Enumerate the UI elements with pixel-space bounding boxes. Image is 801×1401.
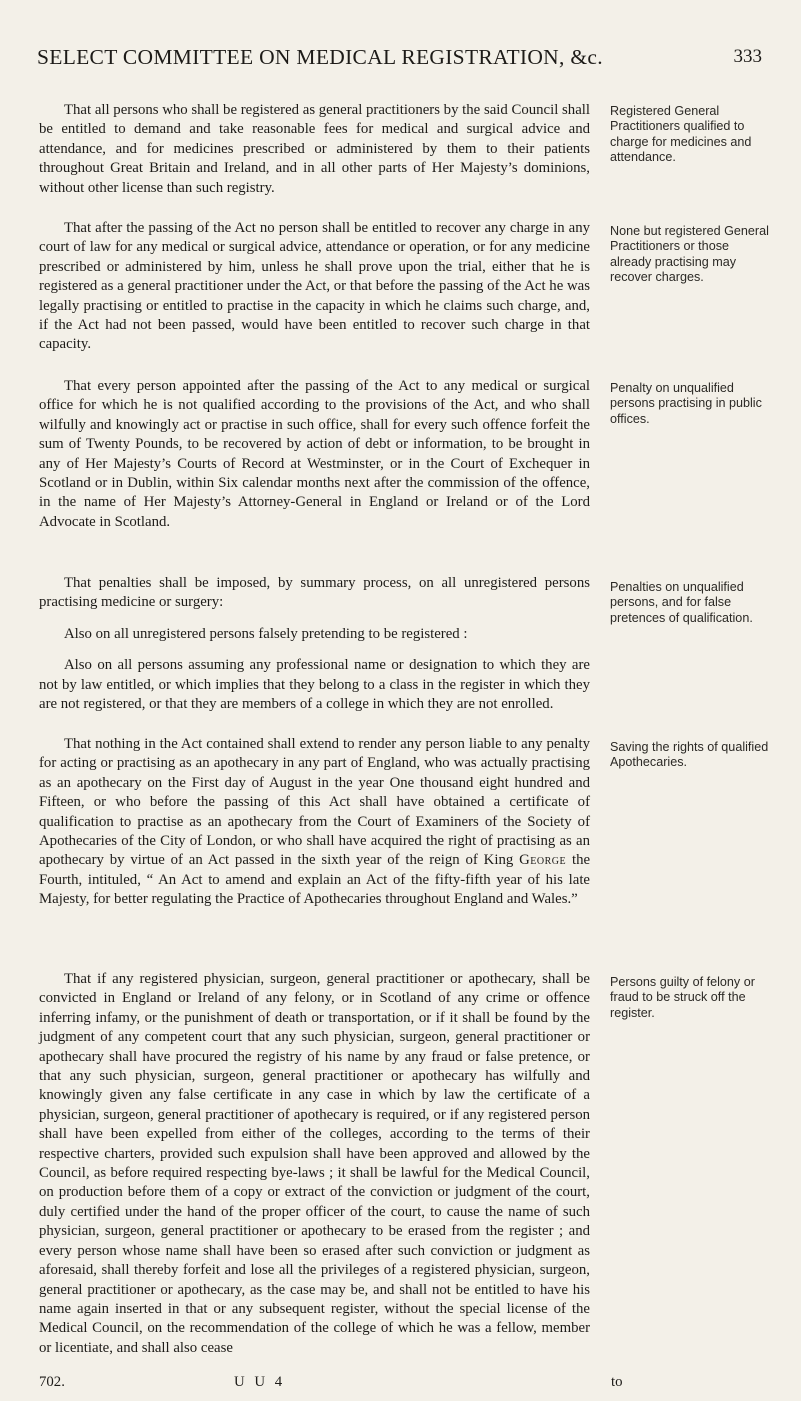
paragraph-text: That penalties shall be imposed, by summary process, on all unregistered persons practising medicine or surgery: bbox=[39, 575, 590, 611]
paragraph-text-part: the Fourth, intituled, “ An Act to amend and explain an Act of the fifty-fifth year of his late Majesty, for better regulating the Practice of Apothecaries throughout England and Wales.” bbox=[39, 852, 591, 908]
paragraph-text: That every person appointed after the passing of the Act to any medical or surgical office for which he is not qualified according to the provisions of the Act, and who shall wilfully and knowingly act or practise in such office, shall for every such offence forfeit the sum of Twenty Pounds, to be recovered by action of debt or information, to be brought in any of Her Majesty’s Courts of Record at Westminster, or in the Court of Exchequer in Scotland or in Dublin, within Six calendar months next after the commission of the offence, in the name of Her Majesty’s Attorney-General in England or Ireland or of the Lord Advocate in Scotland. bbox=[39, 378, 590, 530]
paragraph-erasure-from-register bbox=[39, 970, 590, 1358]
margin-note-recover-charges: None but registered General Practitioners or those already practising may recover charges. bbox=[610, 224, 769, 284]
paragraph-text: That all persons who shall be registered as general practitioners by the said Council shall be entitled to demand and take reasonable fees for medical and surgical advice and attendance, and for medicines prescribed or administered by them to their patients throughout Great Britain and Ireland, and in all other parts of Her Majesty’s dominions, without other license than such registry. bbox=[39, 102, 590, 196]
running-head bbox=[37, 45, 762, 75]
running-title: SELECT COMMITTEE ON MEDICAL REGISTRATION, &c. bbox=[37, 45, 603, 69]
paragraph-apothecaries-saving bbox=[39, 735, 590, 910]
paragraph-text: That after the passing of the Act no person shall be entitled to recover any charge in any court of law for any medical or surgical advice, attendance or operation, or for any medicine prescribed or administered by him, unless he shall prove upon the trial, either that he is registered as a general practitioner under the Act, or that before the passing of the Act he was legally practising or entitled to practise in the capacity in which he claims such charge, and, if the Act had not been passed, would have been entitled to recover such charge in that capacity. bbox=[39, 220, 590, 353]
margin-note-struck-off: Persons guilty of felony or fraud to be struck off the register. bbox=[610, 975, 755, 1020]
margin-note-registered-practitioners: Registered General Practitioners qualified to charge for medicines and attendance. bbox=[610, 104, 752, 164]
king-name: George bbox=[519, 852, 567, 869]
signature-number: 702. bbox=[39, 1374, 65, 1390]
paragraph-public-offices-penalty bbox=[39, 377, 590, 532]
paragraph-text-part: That nothing in the Act contained shall extend to render any person liable to any penalty for acting or practising as an apothecary in any part of England, who was actually practising as an apothecary on the First day of August in the year One thousand eight hundred and Fifteen, or who before the passing of this Act shall have obtained a certificate of qualification to practise as an apothecary from the Court of Examiners of the Society of Apothecaries of the City of London, or who shall have acquired the right of practising as an apothecary by virtue of an Act passed in the sixth year of the reign of King bbox=[39, 736, 590, 869]
paragraph-summary-penalties bbox=[39, 574, 590, 714]
catchword: to bbox=[611, 1374, 623, 1390]
paragraph-recovery-of-charges bbox=[39, 219, 590, 355]
margin-note-apothecaries: Saving the rights of qualified Apothecaries. bbox=[610, 740, 769, 770]
paragraph-text: That if any registered physician, surgeon, general practitioner or apothecary, shall be convicted in England or Ireland of any felony, or in Scotland of any crime or offence inferring infamy, or the punishment of death or transportation, or if it shall be found by the judgment of any competent court that any such physician, surgeon, general practitioner or apothecary shall have procured the registry of his name by any fraud or false pretence, or that any such physician, surgeon, general practitioner or apothecary has wilfully and knowingly given any false certificate in any case in which by law the certificate of a physician, surgeon, general practitioner of apothecary is required, or if any registered person shall have been expelled from either of the colleges, according to the terms of their respective charters, provided such expulsion shall have been approved and allowed by the Council, as before required respecting bye-laws ; it shall be lawful for the Medical Council, on production before them of a copy or extract of the conviction or judgment of the court, duly certified under the hand of the proper officer of the court, to cause the name of such physician, surgeon, general practitioner or apothecary to be erased from the register ; and every person whose name shall have been so erased after such conviction or judgment as aforesaid, shall thereby forfeit and lose all the privileges of a registered physician, surgeon, general practitioner or apothecary, as the case may be, and shall not be entitled to have his name again inserted in that or any subsequent register, without the special license of the Medical Council, on the recommendation of the college of which he was a fellow, member or licentiate, and shall also cease bbox=[39, 971, 590, 1356]
page-number: 333 bbox=[733, 46, 762, 67]
signature-mark: U U 4 bbox=[234, 1374, 286, 1390]
paragraph-general-practitioner-fees bbox=[39, 101, 590, 198]
paragraph-text: Also on all unregistered persons falsely pretending to be registered : bbox=[64, 625, 468, 642]
margin-note-public-offices: Penalty on unqualified persons practising in public offices. bbox=[610, 381, 762, 426]
page-footer bbox=[39, 1374, 639, 1398]
paragraph-text: Also on all persons assuming any professional name or designation to which they are not by law entitled, or which implies that they belong to a class in the register in which they are not registered, or that they are members of a college in which they are not enrolled. bbox=[39, 657, 590, 713]
margin-note-unqualified-persons: Penalties on unqualified persons, and for false pretences of qualification. bbox=[610, 580, 753, 625]
paragraph-text bbox=[39, 735, 590, 910]
